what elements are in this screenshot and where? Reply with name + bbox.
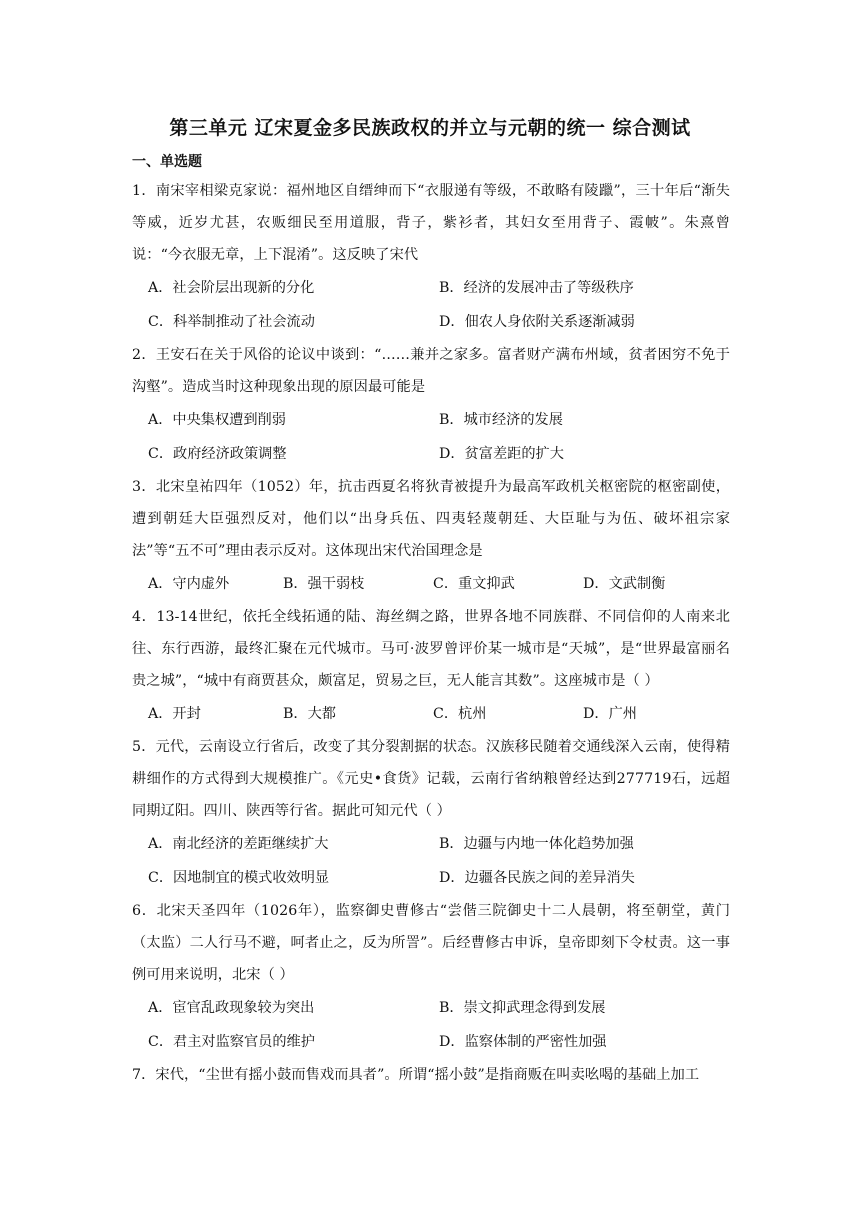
question-3 <box>132 471 730 601</box>
question-list <box>132 175 730 1091</box>
option-d[interactable]: D．边疆各民族之间的差异消失 <box>439 870 635 886</box>
option-c[interactable]: C．政府经济政策调整 <box>148 446 287 462</box>
option-a[interactable]: A．开封 <box>148 706 201 722</box>
option-d[interactable]: D．监察体制的严密性加强 <box>439 1034 607 1050</box>
question-4 <box>132 601 730 731</box>
option-a[interactable]: A．宦官乱政现象较为突出 <box>148 1000 315 1016</box>
option-c[interactable]: C．重文抑武 <box>433 576 515 592</box>
section-heading: 一、单选题 <box>132 154 202 170</box>
question-stem: 7．宋代，“尘世有摇小鼓而售戏而具者”。所谓“摇小鼓”是指商贩在叫卖吆喝的基础上加工 <box>132 1067 700 1083</box>
option-b[interactable]: B．强干弱枝 <box>283 576 365 592</box>
option-list <box>132 403 730 471</box>
option-list <box>132 827 730 895</box>
option-a[interactable]: A．社会阶层出现新的分化 <box>148 280 315 296</box>
option-list <box>132 567 730 601</box>
option-d[interactable]: D．贫富差距的扩大 <box>439 446 564 462</box>
option-b[interactable]: B．经济的发展冲击了等级秩序 <box>439 280 634 296</box>
option-list <box>132 271 730 339</box>
question-stem: 5．元代，云南设立行省后，改变了其分裂割据的状态。汉族移民随着交通线深入云南，使得精耕细作的方式得到大规模推广。《元史•食货》记载，云南行省纳粮曾经达到277719石，远超同期辽阳。四川、陕西等行省。据此可知元代（ ） <box>132 739 730 819</box>
question-stem: 2．王安石在关于风俗的论议中谈到：“……兼并之家多。富者财产满布州域，贫者困穷不免于沟壑”。造成当时这种现象出现的原因最可能是 <box>132 347 730 395</box>
option-b[interactable]: B．大都 <box>283 706 336 722</box>
option-c[interactable]: C．杭州 <box>433 706 487 722</box>
option-a[interactable]: A．南北经济的差距继续扩大 <box>148 836 329 852</box>
question-2 <box>132 339 730 471</box>
question-stem: 3．北宋皇祐四年（1052）年，抗击西夏名将狄青被提升为最高军政机关枢密院的枢密副使，遭到朝廷大臣强烈反对，他们以“出身兵伍、四夷轻蔑朝廷、大臣耻与为伍、破坏祖宗家法”等“五不可”理由表示反对。这体现出宋代治国理念是 <box>132 479 730 559</box>
option-b[interactable]: B．城市经济的发展 <box>439 412 563 428</box>
option-c[interactable]: C．科举制推动了社会流动 <box>148 314 315 330</box>
option-list <box>132 991 730 1059</box>
question-stem: 4．13-14世纪，依托全线拓通的陆、海丝绸之路，世界各地不同族群、不同信仰的人南来北往、东行西游，最终汇聚在元代城市。马可·波罗曾评价某一城市是“天城”，是“世界最富丽名贵之城”，“城中有商贾甚众，颇富足，贸易之巨，无人能言其数”。这座城市是（ ） <box>132 609 730 689</box>
question-stem: 1．南宋宰相梁克家说：福州地区自缙绅而下“衣服递有等级，不敢略有陵躐”，三十年后“渐失等威，近岁尤甚，农贩细民至用道服，背子，紫衫者，其妇女至用背子、霞帔”。朱熹曾说：“今衣服无章，上下混淆”。这反映了宋代 <box>132 183 730 263</box>
question-5 <box>132 731 730 895</box>
option-b[interactable]: B．崇文抑武理念得到发展 <box>439 1000 606 1016</box>
option-c[interactable]: C．因地制宜的模式收效明显 <box>148 870 330 886</box>
question-6 <box>132 895 730 1059</box>
question-7 <box>132 1059 730 1091</box>
question-1 <box>132 175 730 339</box>
option-d[interactable]: D．文武制衡 <box>583 576 666 592</box>
document-title: 第三单元 辽宋夏金多民族政权的并立与元朝的统一 综合测试 <box>169 117 691 139</box>
option-c[interactable]: C．君主对监察官员的维护 <box>148 1034 315 1050</box>
option-a[interactable]: A．守内虚外 <box>148 576 230 592</box>
option-d[interactable]: D．广州 <box>583 706 637 722</box>
option-d[interactable]: D．佃农人身依附关系逐渐减弱 <box>439 314 635 330</box>
question-stem: 6．北宋天圣四年（1026年），监察御史曹修古“尝偕三院御史十二人晨朝，将至朝堂，黄门（太监）二人行马不避，呵者止之，反为所詈”。后经曹修古申诉，皇帝即刻下令杖责。这一事例可用来说明，北宋（ ） <box>132 903 730 983</box>
option-list <box>132 697 730 731</box>
option-a[interactable]: A．中央集权遭到削弱 <box>148 412 286 428</box>
option-b[interactable]: B．边疆与内地一体化趋势加强 <box>439 836 634 852</box>
